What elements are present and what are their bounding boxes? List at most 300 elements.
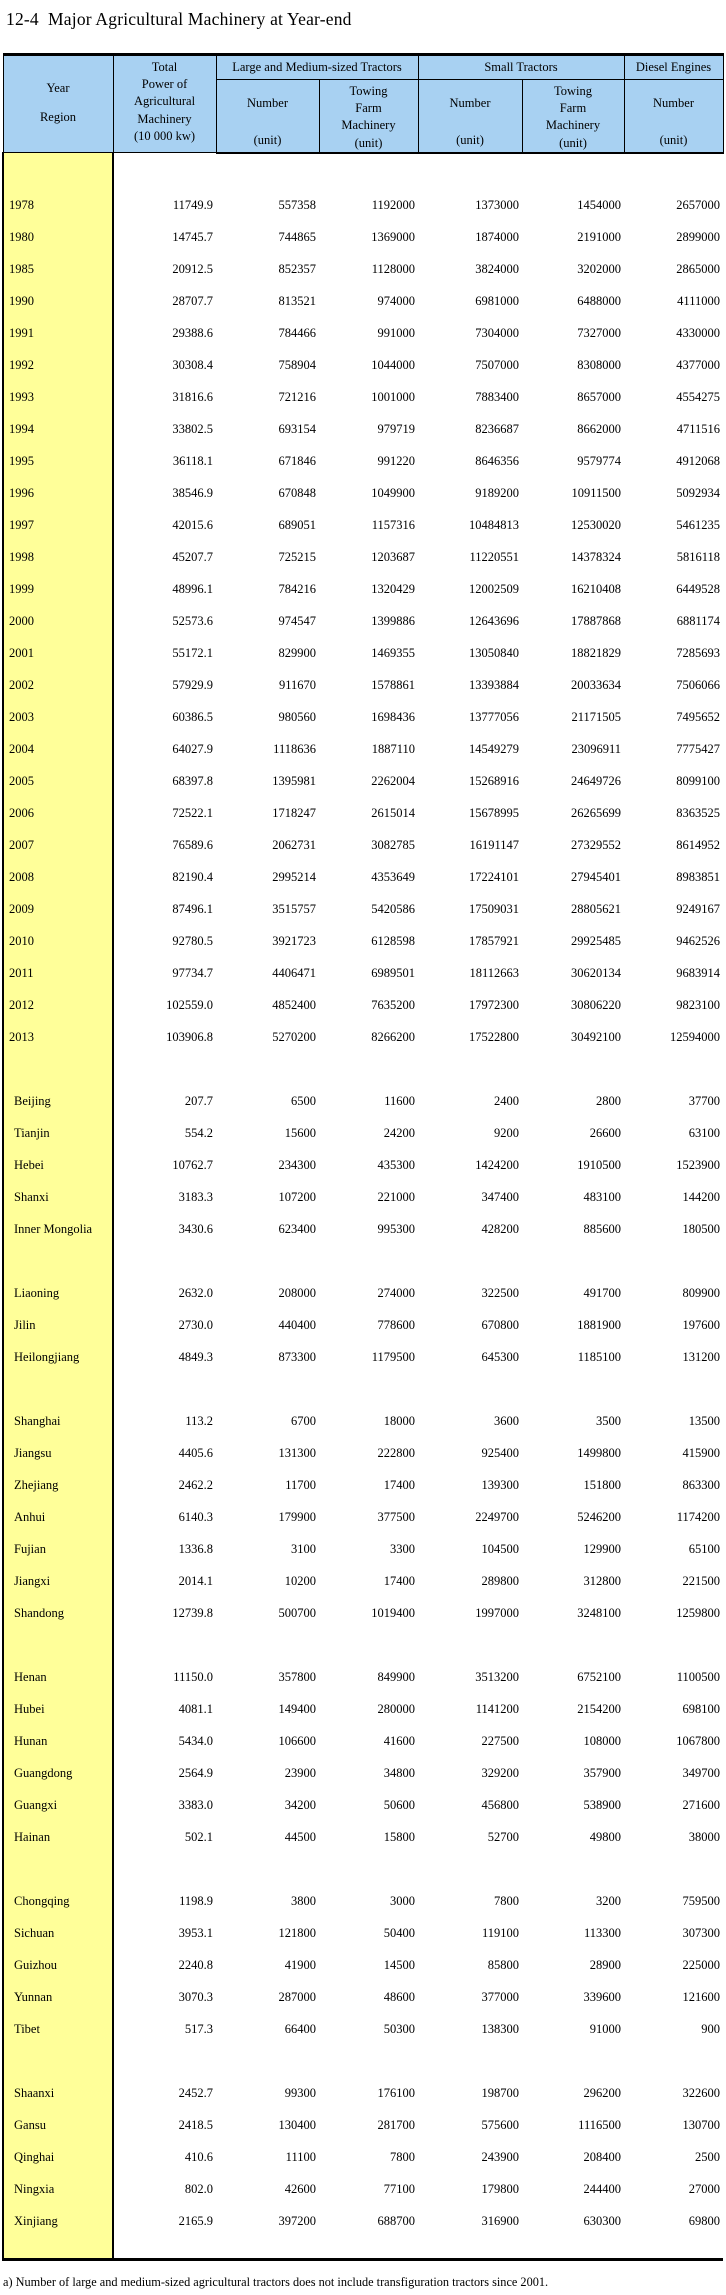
table-row	[3, 1982, 723, 2014]
row-label: 2007	[3, 830, 113, 862]
cell-value: 15600	[284, 1126, 316, 1141]
cell-value: 138300	[481, 2022, 519, 2037]
cell-value: 24200	[383, 1126, 415, 1141]
table-row	[3, 2078, 723, 2110]
cell-value: 2899000	[676, 230, 720, 245]
table-row	[3, 414, 723, 446]
cell-value: 6500	[291, 1094, 316, 1109]
cell-value: 1499800	[577, 1446, 621, 1461]
row-label: Gansu	[3, 2110, 113, 2142]
cell-value: 244400	[583, 2182, 621, 2197]
row-label: Anhui	[3, 1502, 113, 1534]
data-table	[2, 53, 724, 2261]
row-label: Beijing	[3, 1086, 113, 1118]
cell-value: 17522800	[469, 1030, 519, 1045]
row-label: 1990	[3, 286, 113, 318]
spacer-row	[3, 1630, 723, 1662]
cell-value: 974547	[278, 614, 316, 629]
row-label: Guangxi	[3, 1790, 113, 1822]
cell-value: 5420586	[371, 902, 415, 917]
cell-value: 17972300	[469, 998, 519, 1013]
table-row	[3, 478, 723, 510]
cell-value: 20912.5	[172, 262, 213, 277]
cell-value: 4849.3	[178, 1350, 213, 1365]
cell-value: 974000	[377, 294, 415, 309]
cell-value: 1044000	[371, 358, 415, 373]
cell-value: 6700	[291, 1414, 316, 1429]
cell-value: 119100	[481, 1926, 519, 1941]
cell-value: 10200	[284, 1574, 316, 1589]
cell-value: 52573.6	[172, 614, 213, 629]
cell-value: 12594000	[670, 1030, 720, 1045]
cell-value: 1259800	[676, 1606, 720, 1621]
cell-value: 693154	[278, 422, 316, 437]
table-row	[3, 702, 723, 734]
cell-value: 7507000	[475, 358, 519, 373]
cell-value: 1179500	[371, 1350, 415, 1365]
cell-value: 55172.1	[172, 646, 213, 661]
cell-value: 45207.7	[172, 550, 213, 565]
col-header-small-towing: Towing Farm Machinery (unit)	[522, 80, 624, 153]
cell-value: 2418.5	[178, 2118, 213, 2133]
cell-value: 131300	[278, 1446, 316, 1461]
cell-value: 852357	[278, 262, 316, 277]
table-row	[3, 1598, 723, 1630]
cell-value: 630300	[583, 2214, 621, 2229]
cell-value: 1373000	[475, 198, 519, 213]
cell-value: 113.2	[185, 1414, 213, 1429]
cell-value: 689051	[278, 518, 316, 533]
cell-value: 8614952	[676, 838, 720, 853]
cell-value: 5461235	[676, 518, 720, 533]
cell-value: 7285693	[676, 646, 720, 661]
table-row	[3, 1918, 723, 1950]
cell-value: 3383.0	[178, 1798, 213, 1813]
cell-value: 17400	[383, 1574, 415, 1589]
cell-value: 3430.6	[178, 1222, 213, 1237]
cell-value: 72522.1	[172, 806, 213, 821]
cell-value: 2154200	[577, 1702, 621, 1717]
spacer-stub	[3, 1054, 113, 1086]
cell-value: 2615014	[371, 806, 415, 821]
row-label: Tibet	[3, 2014, 113, 2046]
cell-value: 176100	[377, 2086, 415, 2101]
cell-value: 1336.8	[178, 1542, 213, 1557]
cell-value: 1874000	[475, 230, 519, 245]
cell-value: 2249700	[475, 1510, 519, 1525]
table-row	[3, 894, 723, 926]
table-row	[3, 1214, 723, 1246]
table-row	[3, 222, 723, 254]
row-label: 1994	[3, 414, 113, 446]
cell-value: 759500	[682, 1894, 720, 1909]
cell-value: 410.6	[184, 2150, 213, 2165]
table-row	[3, 1726, 723, 1758]
row-label: 1996	[3, 478, 113, 510]
table-row	[3, 606, 723, 638]
cell-value: 575600	[481, 2118, 519, 2133]
cell-value: 329200	[481, 1766, 519, 1781]
cell-value: 15678995	[469, 806, 519, 821]
cell-value: 3100	[291, 1542, 316, 1557]
cell-value: 28707.7	[172, 294, 213, 309]
cell-value: 234300	[278, 1158, 316, 1173]
cell-value: 11700	[285, 1478, 316, 1493]
cell-value: 12530020	[571, 518, 621, 533]
row-label: 1980	[3, 222, 113, 254]
table-row	[3, 2014, 723, 2046]
cell-value: 15800	[383, 1830, 415, 1845]
cell-value: 4405.6	[178, 1446, 213, 1461]
row-label: Jiangxi	[3, 1566, 113, 1598]
cell-value: 322500	[481, 1286, 519, 1301]
table-row	[3, 958, 723, 990]
cell-value: 34800	[383, 1766, 415, 1781]
cell-value: 4330000	[676, 326, 720, 341]
cell-value: 2400	[494, 1094, 519, 1109]
cell-value: 13777056	[469, 710, 519, 725]
cell-value: 11600	[384, 1094, 415, 1109]
table-row	[3, 1758, 723, 1790]
cell-value: 10484813	[469, 518, 519, 533]
row-label: Shanghai	[3, 1406, 113, 1438]
row-label: Guangdong	[3, 1758, 113, 1790]
row-label: Shandong	[3, 1598, 113, 1630]
cell-value: 4377000	[676, 358, 720, 373]
row-label: 1995	[3, 446, 113, 478]
cell-value: 222800	[377, 1446, 415, 1461]
cell-value: 2657000	[676, 198, 720, 213]
cell-value: 2500	[695, 2150, 720, 2165]
cell-value: 87496.1	[172, 902, 213, 917]
cell-value: 26600	[589, 1126, 621, 1141]
cell-value: 873300	[278, 1350, 316, 1365]
group-header-large-medium-tractors: Large and Medium-sized Tractors	[216, 55, 418, 80]
cell-value: 30806220	[571, 998, 621, 1013]
row-label: 2008	[3, 862, 113, 894]
cell-value: 3513200	[475, 1670, 519, 1685]
cell-value: 2165.9	[178, 2214, 213, 2229]
cell-value: 8266200	[371, 1030, 415, 1045]
cell-value: 57929.9	[172, 678, 213, 693]
cell-value: 1395981	[272, 774, 316, 789]
cell-value: 1523900	[676, 1158, 720, 1173]
row-label: Henan	[3, 1662, 113, 1694]
cell-value: 9579774	[577, 454, 621, 469]
cell-value: 349700	[682, 1766, 720, 1781]
cell-value: 30492100	[571, 1030, 621, 1045]
cell-value: 208400	[583, 2150, 621, 2165]
table-row	[3, 2142, 723, 2174]
cell-value: 312800	[583, 1574, 621, 1589]
cell-value: 1100500	[676, 1670, 720, 1685]
cell-value: 557358	[278, 198, 316, 213]
cell-value: 144200	[682, 1190, 720, 1205]
cell-value: 91000	[589, 2022, 621, 2037]
cell-value: 307300	[682, 1926, 720, 1941]
cell-value: 85800	[487, 1958, 519, 1973]
table-row	[3, 1950, 723, 1982]
cell-value: 491700	[583, 1286, 621, 1301]
spacer-row	[3, 1374, 723, 1406]
cell-value: 14378324	[571, 550, 621, 565]
cell-value: 108000	[583, 1734, 621, 1749]
row-label: Shanxi	[3, 1182, 113, 1214]
cell-value: 3300	[390, 1542, 415, 1557]
cell-value: 48600	[383, 1990, 415, 2005]
cell-value: 18821829	[571, 646, 621, 661]
cell-value: 8236687	[475, 422, 519, 437]
table-row	[3, 1086, 723, 1118]
row-label: 2013	[3, 1022, 113, 1054]
cell-value: 30620134	[571, 966, 621, 981]
cell-value: 130700	[682, 2118, 720, 2133]
table-row	[3, 1790, 723, 1822]
cell-value: 829900	[278, 646, 316, 661]
cell-value: 10762.7	[172, 1158, 213, 1173]
table-body	[3, 153, 723, 2260]
cell-value: 17887868	[571, 614, 621, 629]
cell-value: 7635200	[371, 998, 415, 1013]
row-label: Qinghai	[3, 2142, 113, 2174]
spacer-stub	[3, 1854, 113, 1886]
cell-value: 8662000	[577, 422, 621, 437]
spacer-stub	[3, 1374, 113, 1406]
row-label: Hubei	[3, 1694, 113, 1726]
cell-value: 322600	[682, 2086, 720, 2101]
cell-value: 20033634	[571, 678, 621, 693]
cell-value: 10911500	[571, 486, 621, 501]
cell-value: 2564.9	[178, 1766, 213, 1781]
cell-value: 9200	[494, 1126, 519, 1141]
cell-value: 64027.9	[172, 742, 213, 757]
cell-value: 68397.8	[172, 774, 213, 789]
cell-value: 784216	[278, 582, 316, 597]
header-year-label: Year	[46, 81, 70, 95]
row-label: Inner Mongolia	[3, 1214, 113, 1246]
cell-value: 82190.4	[172, 870, 213, 885]
cell-value: 440400	[278, 1318, 316, 1333]
cell-value: 744865	[278, 230, 316, 245]
cell-value: 130400	[278, 2118, 316, 2133]
cell-value: 4353649	[371, 870, 415, 885]
cell-value: 809900	[682, 1286, 720, 1301]
cell-value: 26265699	[571, 806, 621, 821]
cell-value: 6981000	[475, 294, 519, 309]
cell-value: 31816.6	[172, 390, 213, 405]
cell-value: 1067800	[676, 1734, 720, 1749]
cell-value: 900	[701, 2022, 720, 2037]
cell-value: 645300	[481, 1350, 519, 1365]
cell-value: 7506066	[676, 678, 720, 693]
row-label: Heilongjiang	[3, 1342, 113, 1374]
col-header-total-power: Total Power of Agricultural Machinery (10 000 kw)	[113, 55, 216, 153]
cell-value: 670848	[278, 486, 316, 501]
row-label: Jiangsu	[3, 1438, 113, 1470]
cell-value: 11100	[285, 2150, 316, 2165]
cell-value: 11220551	[469, 550, 519, 565]
cell-value: 107200	[278, 1190, 316, 1205]
cell-value: 6989501	[371, 966, 415, 981]
cell-value: 435300	[377, 1158, 415, 1173]
cell-value: 179800	[481, 2182, 519, 2197]
col-header-lm-number: Number (unit)	[216, 80, 319, 153]
cell-value: 1203687	[371, 550, 415, 565]
cell-value: 415900	[682, 1446, 720, 1461]
row-label: 2011	[3, 958, 113, 990]
row-label: 1978	[3, 190, 113, 222]
table-row	[3, 1182, 723, 1214]
cell-value: 60386.5	[172, 710, 213, 725]
row-label: Tianjin	[3, 1118, 113, 1150]
cell-value: 8308000	[577, 358, 621, 373]
cell-value: 2240.8	[178, 1958, 213, 1973]
cell-value: 289800	[481, 1574, 519, 1589]
cell-value: 2191000	[577, 230, 621, 245]
cell-value: 4852400	[272, 998, 316, 1013]
cell-value: 17509031	[469, 902, 519, 917]
cell-value: 106600	[278, 1734, 316, 1749]
footnote: a) Number of large and medium-sized agricultural tractors does not include transfiguration tractors since 2001.	[3, 2274, 549, 2289]
cell-value: 33802.5	[172, 422, 213, 437]
cell-value: 7327000	[577, 326, 621, 341]
cell-value: 849900	[377, 1670, 415, 1685]
cell-value: 149400	[278, 1702, 316, 1717]
cell-value: 991000	[377, 326, 415, 341]
table-row	[3, 1406, 723, 1438]
cell-value: 102559.0	[166, 998, 213, 1013]
table-row	[3, 926, 723, 958]
cell-value: 397200	[278, 2214, 316, 2229]
spacer-stub	[3, 2046, 113, 2078]
cell-value: 3953.1	[178, 1926, 213, 1941]
cell-value: 4081.1	[178, 1702, 213, 1717]
table-row	[3, 574, 723, 606]
row-label: Hebei	[3, 1150, 113, 1182]
cell-value: 347400	[481, 1190, 519, 1205]
group-header-diesel-engines: Diesel Engines	[624, 55, 723, 80]
cell-value: 6449528	[676, 582, 720, 597]
cell-value: 784466	[278, 326, 316, 341]
table-row	[3, 510, 723, 542]
cell-value: 813521	[278, 294, 316, 309]
cell-value: 30308.4	[172, 358, 213, 373]
row-label: Liaoning	[3, 1278, 113, 1310]
cell-value: 92780.5	[172, 934, 213, 949]
cell-value: 76589.6	[172, 838, 213, 853]
cell-value: 500700	[278, 1606, 316, 1621]
cell-value: 1399886	[371, 614, 415, 629]
cell-value: 7304000	[475, 326, 519, 341]
cell-value: 16210408	[571, 582, 621, 597]
cell-value: 151800	[583, 1478, 621, 1493]
row-label: 2004	[3, 734, 113, 766]
cell-value: 3921723	[272, 934, 316, 949]
cell-value: 7800	[494, 1894, 519, 1909]
cell-value: 17857921	[469, 934, 519, 949]
cell-value: 1369000	[371, 230, 415, 245]
cell-value: 670800	[481, 1318, 519, 1333]
cell-value: 13393884	[469, 678, 519, 693]
row-label: 1998	[3, 542, 113, 574]
cell-value: 221000	[377, 1190, 415, 1205]
row-label: Hunan	[3, 1726, 113, 1758]
row-label: Guizhou	[3, 1950, 113, 1982]
table-row	[3, 766, 723, 798]
cell-value: 758904	[278, 358, 316, 373]
cell-value: 13500	[688, 1414, 720, 1429]
cell-value: 1910500	[577, 1158, 621, 1173]
cell-value: 34200	[284, 1798, 316, 1813]
cell-value: 554.2	[184, 1126, 213, 1141]
cell-value: 1881900	[577, 1318, 621, 1333]
cell-value: 995300	[377, 1222, 415, 1237]
cell-value: 4406471	[272, 966, 316, 981]
cell-value: 3600	[494, 1414, 519, 1429]
cell-value: 4912068	[676, 454, 720, 469]
cell-value: 5434.0	[178, 1734, 213, 1749]
cell-value: 221500	[682, 1574, 720, 1589]
cell-value: 980560	[278, 710, 316, 725]
cell-value: 671846	[278, 454, 316, 469]
row-label: Xinjiang	[3, 2206, 113, 2238]
cell-value: 316900	[481, 2214, 519, 2229]
cell-value: 3082785	[371, 838, 415, 853]
row-label: Shaanxi	[3, 2078, 113, 2110]
table-row	[3, 1534, 723, 1566]
table-row	[3, 1278, 723, 1310]
table-row	[3, 382, 723, 414]
cell-value: 17224101	[469, 870, 519, 885]
table-row	[3, 1694, 723, 1726]
table-row	[3, 1022, 723, 1054]
cell-value: 863300	[682, 1478, 720, 1493]
cell-value: 1049900	[371, 486, 415, 501]
cell-value: 16191147	[469, 838, 519, 853]
cell-value: 103906.8	[166, 1030, 213, 1045]
cell-value: 8646356	[475, 454, 519, 469]
cell-value: 66400	[284, 2022, 316, 2037]
row-label: Hainan	[3, 1822, 113, 1854]
cell-value: 50600	[383, 1798, 415, 1813]
cell-value: 1887110	[371, 742, 415, 757]
cell-value: 65100	[688, 1542, 720, 1557]
cell-value: 5092934	[676, 486, 720, 501]
cell-value: 721216	[278, 390, 316, 405]
cell-value: 281700	[377, 2118, 415, 2133]
cell-value: 1128000	[371, 262, 415, 277]
cell-value: 29388.6	[172, 326, 213, 341]
cell-value: 7883400	[475, 390, 519, 405]
cell-value: 6128598	[371, 934, 415, 949]
cell-value: 1118636	[273, 742, 316, 757]
table-row	[3, 1502, 723, 1534]
cell-value: 280000	[377, 1702, 415, 1717]
cell-value: 4111000	[677, 294, 720, 309]
cell-value: 15268916	[469, 774, 519, 789]
cell-value: 77100	[383, 2182, 415, 2197]
cell-value: 6140.3	[178, 1510, 213, 1525]
row-label: 2005	[3, 766, 113, 798]
cell-value: 225000	[682, 1958, 720, 1973]
cell-value: 49800	[589, 1830, 621, 1845]
cell-value: 5270200	[272, 1030, 316, 1045]
cell-value: 3183.3	[178, 1190, 213, 1205]
cell-value: 339600	[583, 1990, 621, 2005]
cell-value: 180500	[682, 1222, 720, 1237]
row-label: 1997	[3, 510, 113, 542]
cell-value: 207.7	[184, 1094, 213, 1109]
